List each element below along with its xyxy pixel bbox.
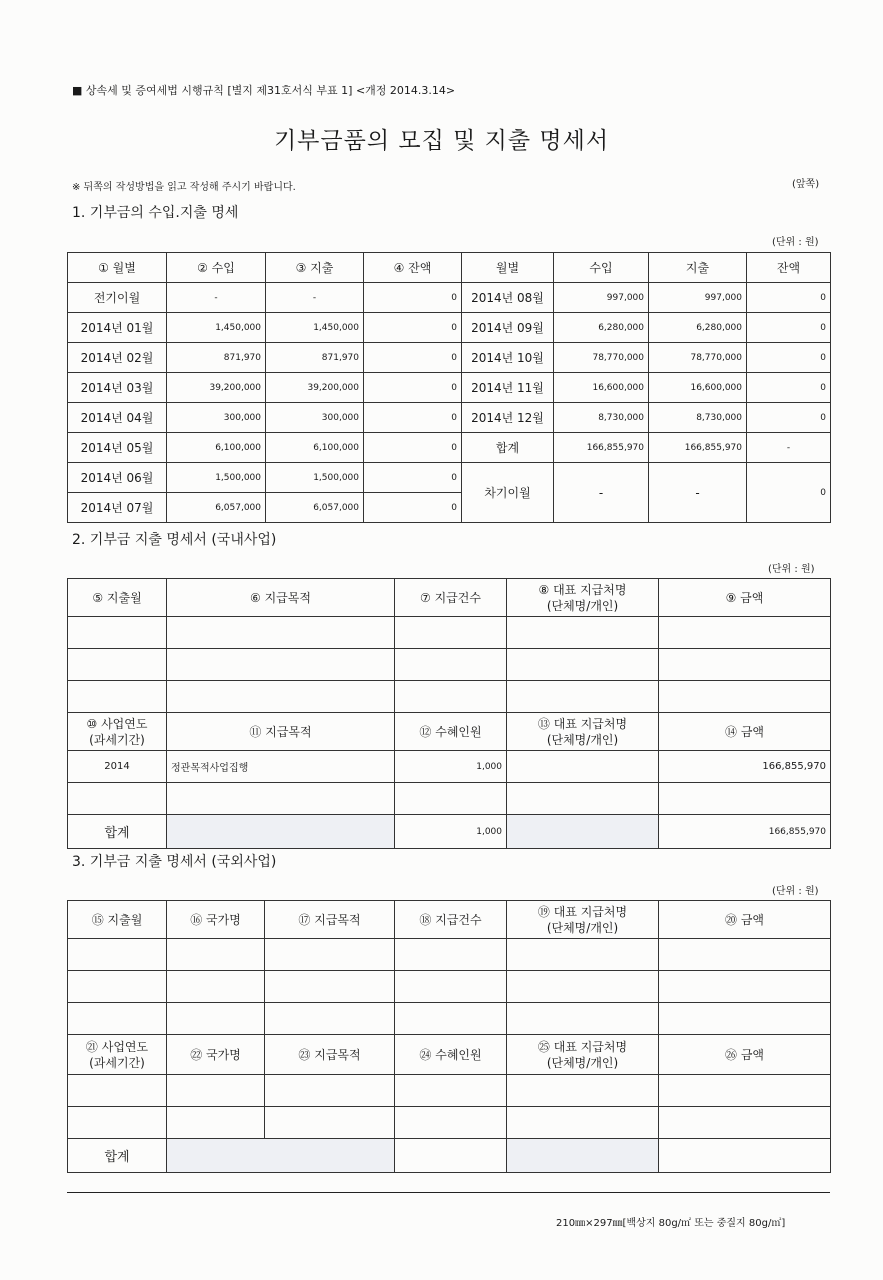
col-balance: ④ 잔액	[364, 253, 462, 283]
purpose-cell: 정관목적사업집행	[167, 751, 395, 783]
table-header-row	[68, 253, 831, 283]
income-cell: 78,770,000	[554, 343, 649, 373]
total-label: 합계	[68, 815, 167, 849]
col-fiscal-year	[68, 713, 167, 751]
month-cell: 2014년 08월	[462, 283, 554, 313]
balance-cell: 0	[364, 343, 462, 373]
table-row	[68, 681, 831, 713]
total-expense: 166,855,970	[649, 433, 747, 463]
col-fiscal-year	[68, 1035, 167, 1075]
col-fiscal-year-line2: (과세기간)	[89, 732, 145, 747]
table-row	[68, 433, 831, 463]
beneficiaries-cell: 1,000	[395, 751, 507, 783]
total-row	[68, 1139, 831, 1173]
empty-cell	[395, 617, 507, 649]
empty-cell	[395, 1003, 507, 1035]
empty-cell	[507, 681, 659, 713]
income-expense-table	[67, 252, 831, 523]
col-fiscal-year-line1: ⑩ 사업연도	[86, 716, 148, 731]
col-fiscal-year-line2: (과세기간)	[89, 1055, 145, 1070]
empty-cell	[68, 617, 167, 649]
col-recipient	[507, 901, 659, 939]
empty-cell	[68, 939, 167, 971]
empty-cell	[659, 939, 831, 971]
empty-cell	[265, 939, 395, 971]
expense-cell: 300,000	[266, 403, 364, 433]
shaded-cell	[167, 815, 395, 849]
col-recipient-line1: ⑧ 대표 지급처명	[538, 582, 627, 597]
fiscal-year-cell: 2014	[68, 751, 167, 783]
income-cell: 1,450,000	[167, 313, 266, 343]
notice-text: ※ 뒤쪽의 작성방법을 읽고 작성해 주시기 바랍니다.	[72, 182, 296, 193]
income-cell: 16,600,000	[554, 373, 649, 403]
bottom-rule	[67, 1192, 830, 1193]
empty-cell	[265, 971, 395, 1003]
total-label: 합계	[462, 433, 554, 463]
total-balance: -	[747, 433, 831, 463]
empty-cell	[395, 1075, 507, 1107]
col-recipient-line2: (단체명/개인)	[546, 920, 619, 935]
expense-cell: 39,200,000	[266, 373, 364, 403]
empty-cell	[659, 1075, 831, 1107]
empty-cell	[507, 1107, 659, 1139]
empty-cell	[659, 783, 831, 815]
col-expense-right: 지출	[649, 253, 747, 283]
income-cell: 997,000	[554, 283, 649, 313]
month-cell: 2014년 10월	[462, 343, 554, 373]
empty-cell	[659, 1003, 831, 1035]
expense-cell: 1,500,000	[266, 463, 364, 493]
balance-cell: 0	[364, 373, 462, 403]
balance-cell: 0	[364, 493, 462, 523]
empty-cell	[507, 971, 659, 1003]
income-cell: -	[167, 283, 266, 313]
empty-cell	[265, 1075, 395, 1107]
col-purpose: ㉓ 지급목적	[265, 1035, 395, 1075]
total-income: 166,855,970	[554, 433, 649, 463]
section1-title: 1. 기부금의 수입.지출 명세	[72, 205, 239, 221]
balance-cell: 0	[747, 403, 831, 433]
month-cell: 2014년 01월	[68, 313, 167, 343]
empty-cell	[659, 971, 831, 1003]
col-amount: ⑨ 금액	[659, 579, 831, 617]
section3-unit: (단위 : 원)	[772, 886, 819, 897]
col-beneficiaries: ⑫ 수혜인원	[395, 713, 507, 751]
empty-cell	[265, 1003, 395, 1035]
income-cell: 871,970	[167, 343, 266, 373]
empty-cell	[507, 783, 659, 815]
empty-cell	[395, 971, 507, 1003]
total-amount	[659, 1139, 831, 1173]
col-purpose: ⑪ 지급목적	[167, 713, 395, 751]
col-beneficiaries: ㉔ 수혜인원	[395, 1035, 507, 1075]
income-cell: 6,057,000	[167, 493, 266, 523]
empty-cell	[507, 1003, 659, 1035]
empty-cell	[167, 783, 395, 815]
col-purpose: ⑰ 지급목적	[265, 901, 395, 939]
table-row	[68, 343, 831, 373]
col-amount: ⑳ 금액	[659, 901, 831, 939]
income-cell: 39,200,000	[167, 373, 266, 403]
month-cell: 2014년 02월	[68, 343, 167, 373]
col-expense: ③ 지출	[266, 253, 364, 283]
regulation-reference: ■ 상속세 및 증여세법 시행규칙 [별지 제31호서식 부표 1] <개정 2014.3.14>	[72, 84, 456, 97]
col-month: ① 월별	[68, 253, 167, 283]
col-recipient	[507, 579, 659, 617]
col-payment-count: ⑱ 지급건수	[395, 901, 507, 939]
balance-cell: 0	[364, 313, 462, 343]
empty-cell	[167, 681, 395, 713]
col-fiscal-year-line1: ㉑ 사업연도	[85, 1039, 149, 1054]
table-row	[68, 1003, 831, 1035]
total-beneficiaries	[395, 1139, 507, 1173]
table-row	[68, 403, 831, 433]
table-row	[68, 617, 831, 649]
col-payment-count: ⑦ 지급건수	[395, 579, 507, 617]
expense-cell: 997,000	[649, 283, 747, 313]
paper-spec: 210㎜×297㎜[백상지 80g/㎡ 또는 중질지 80g/㎡]	[556, 1218, 786, 1229]
table-row	[68, 751, 831, 783]
empty-cell	[167, 1003, 265, 1035]
col-recipient-line1: ⑲ 대표 지급처명	[537, 904, 628, 919]
empty-cell	[265, 1107, 395, 1139]
total-row	[68, 815, 831, 849]
empty-cell	[395, 1107, 507, 1139]
empty-cell	[507, 649, 659, 681]
empty-cell	[167, 971, 265, 1003]
month-cell: 2014년 12월	[462, 403, 554, 433]
col-recipient-line2: (단체명/개인)	[546, 598, 619, 613]
expense-cell: 8,730,000	[649, 403, 747, 433]
income-cell: 300,000	[167, 403, 266, 433]
empty-cell	[167, 617, 395, 649]
domestic-expense-table	[67, 578, 831, 849]
month-cell: 2014년 07월	[68, 493, 167, 523]
col-country: ⑯ 국가명	[167, 901, 265, 939]
amount-cell: 166,855,970	[659, 751, 831, 783]
carry-forward-income: -	[554, 463, 649, 523]
empty-cell	[167, 1107, 265, 1139]
month-cell: 2014년 05월	[68, 433, 167, 463]
income-cell: 6,100,000	[167, 433, 266, 463]
col-month-right: 월별	[462, 253, 554, 283]
table-row	[68, 283, 831, 313]
front-side-label: (앞쪽)	[792, 179, 820, 190]
empty-cell	[395, 939, 507, 971]
balance-cell: 0	[747, 313, 831, 343]
section1-unit: (단위 : 원)	[772, 237, 819, 248]
month-cell: 2014년 03월	[68, 373, 167, 403]
expense-cell: 1,450,000	[266, 313, 364, 343]
table-row	[68, 1107, 831, 1139]
empty-cell	[68, 971, 167, 1003]
month-cell: 2014년 06월	[68, 463, 167, 493]
empty-cell	[395, 649, 507, 681]
expense-cell: 871,970	[266, 343, 364, 373]
recipient-cell	[507, 751, 659, 783]
empty-cell	[507, 617, 659, 649]
carry-forward-balance: 0	[747, 463, 831, 523]
month-cell: 전기이월	[68, 283, 167, 313]
empty-cell	[167, 649, 395, 681]
section3-title: 3. 기부금 지출 명세서 (국외사업)	[72, 854, 277, 870]
balance-cell: 0	[364, 403, 462, 433]
expense-cell: 6,057,000	[266, 493, 364, 523]
col-recipient-line2: (단체명/개인)	[546, 1055, 619, 1070]
col-recipient-line1: ㉕ 대표 지급처명	[537, 1039, 628, 1054]
empty-cell	[659, 681, 831, 713]
shaded-cell	[167, 1139, 395, 1173]
empty-cell	[68, 649, 167, 681]
income-cell: 8,730,000	[554, 403, 649, 433]
col-income-right: 수입	[554, 253, 649, 283]
empty-cell	[507, 1075, 659, 1107]
table-row	[68, 971, 831, 1003]
empty-cell	[68, 1107, 167, 1139]
empty-cell	[659, 649, 831, 681]
col-recipient-line1: ⑬ 대표 지급처명	[537, 716, 628, 731]
col-recipient-line2: (단체명/개인)	[546, 732, 619, 747]
empty-cell	[395, 783, 507, 815]
carry-forward-label: 차기이월	[462, 463, 554, 523]
empty-cell	[395, 681, 507, 713]
month-cell: 2014년 04월	[68, 403, 167, 433]
col-income: ② 수입	[167, 253, 266, 283]
col-purpose: ⑥ 지급목적	[167, 579, 395, 617]
empty-cell	[659, 1107, 831, 1139]
shaded-cell	[507, 815, 659, 849]
empty-cell	[659, 617, 831, 649]
expense-cell: 6,100,000	[266, 433, 364, 463]
empty-cell	[167, 939, 265, 971]
col-balance-right: 잔액	[747, 253, 831, 283]
col-country: ㉒ 국가명	[167, 1035, 265, 1075]
total-amount: 166,855,970	[659, 815, 831, 849]
table-row	[68, 783, 831, 815]
balance-cell: 0	[747, 283, 831, 313]
table-row	[68, 313, 831, 343]
col-amount: ⑭ 금액	[659, 713, 831, 751]
table-header-row	[68, 901, 831, 939]
expense-cell: 6,280,000	[649, 313, 747, 343]
balance-cell: 0	[364, 283, 462, 313]
expense-cell: -	[266, 283, 364, 313]
section2-unit: (단위 : 원)	[768, 564, 815, 575]
table-header-row	[68, 579, 831, 617]
table-row	[68, 1075, 831, 1107]
page-title: 기부금품의 모집 및 지출 명세서	[273, 128, 610, 154]
balance-cell: 0	[747, 343, 831, 373]
carry-forward-expense: -	[649, 463, 747, 523]
table-row	[68, 649, 831, 681]
overseas-expense-table	[67, 900, 831, 1173]
empty-cell	[68, 1003, 167, 1035]
total-beneficiaries: 1,000	[395, 815, 507, 849]
shaded-cell	[507, 1139, 659, 1173]
expense-cell: 16,600,000	[649, 373, 747, 403]
empty-cell	[167, 1075, 265, 1107]
empty-cell	[68, 783, 167, 815]
balance-cell: 0	[747, 373, 831, 403]
month-cell: 2014년 09월	[462, 313, 554, 343]
section2-title: 2. 기부금 지출 명세서 (국내사업)	[72, 532, 277, 548]
col-recipient	[507, 1035, 659, 1075]
table-header-row	[68, 1035, 831, 1075]
col-expense-month: ⑮ 지출월	[68, 901, 167, 939]
col-amount: ㉖ 금액	[659, 1035, 831, 1075]
empty-cell	[68, 681, 167, 713]
col-recipient	[507, 713, 659, 751]
empty-cell	[507, 939, 659, 971]
total-label: 합계	[68, 1139, 167, 1173]
col-expense-month: ⑤ 지출월	[68, 579, 167, 617]
income-cell: 6,280,000	[554, 313, 649, 343]
table-row	[68, 463, 831, 493]
empty-cell	[68, 1075, 167, 1107]
expense-cell: 78,770,000	[649, 343, 747, 373]
balance-cell: 0	[364, 433, 462, 463]
table-row	[68, 939, 831, 971]
table-row	[68, 373, 831, 403]
table-header-row	[68, 713, 831, 751]
month-cell: 2014년 11월	[462, 373, 554, 403]
income-cell: 1,500,000	[167, 463, 266, 493]
balance-cell: 0	[364, 463, 462, 493]
